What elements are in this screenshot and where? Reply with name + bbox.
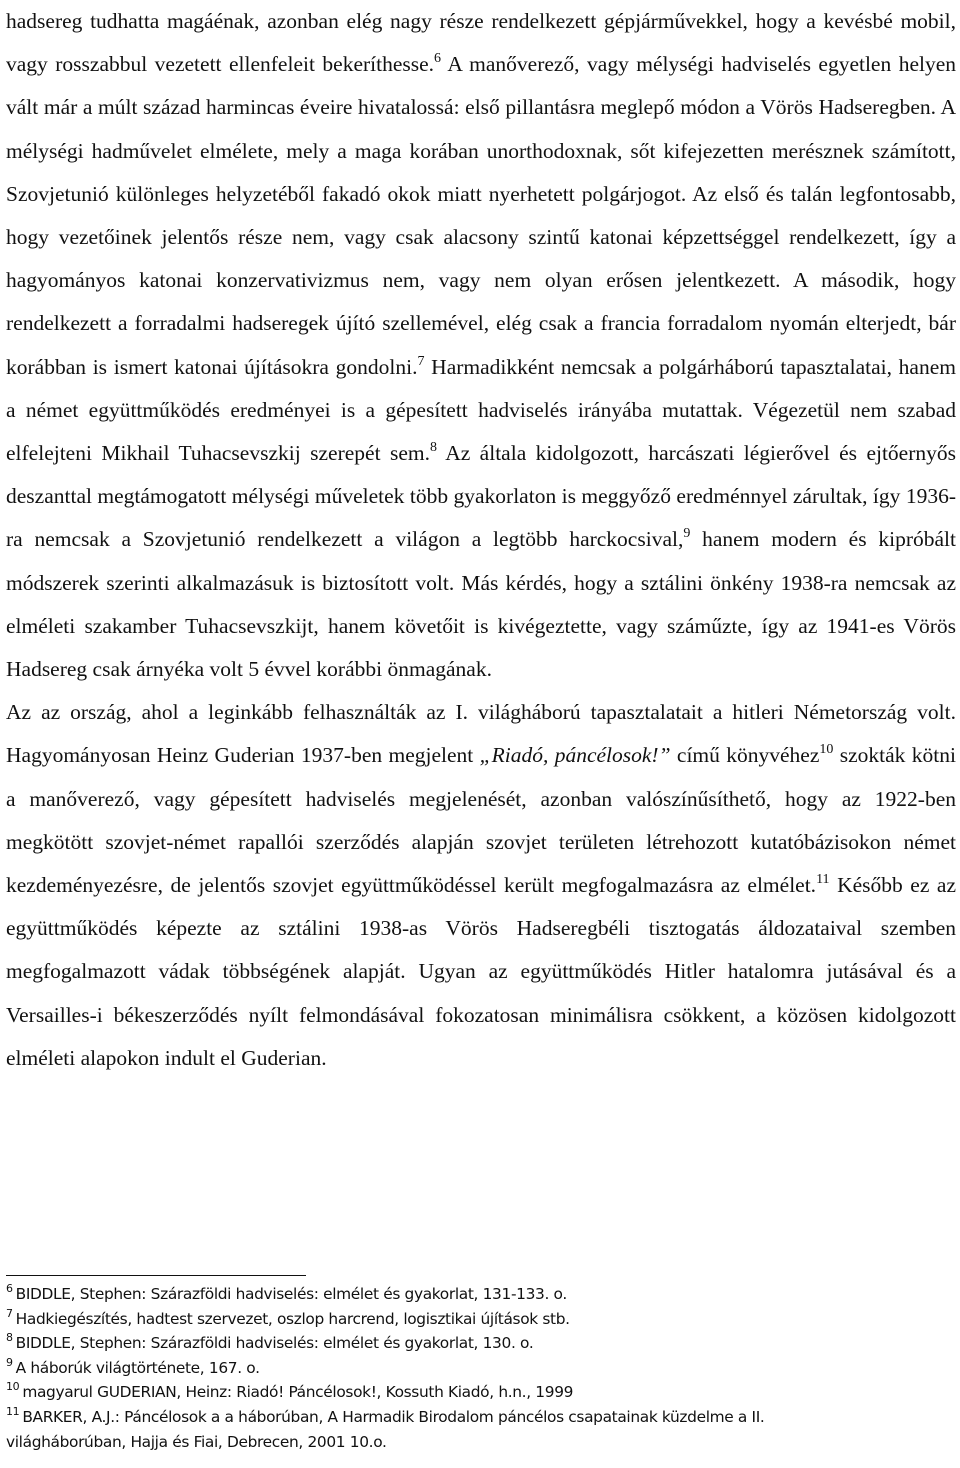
footnote-11: [6, 1406, 956, 1431]
footnote-ref-6[interactable]: 6: [434, 51, 442, 67]
footnote-text: BARKER, A.J.: Páncélosok a a háborúban, A Harmadik Birodalom páncélos csapatainak küzdelme a II.: [22, 1407, 765, 1426]
footnote-number: 8: [6, 1331, 13, 1345]
book-title: „Riadó, páncélosok!”: [479, 743, 671, 768]
paragraph-text: című könyvéhez: [670, 743, 820, 768]
paragraph-text: hanem modern és kipróbált módszerek szerinti alkalmazásuk is biztosított volt. Más kérdés, hogy a sztálini önkény 1938-ra nemcsak az elméleti szakamber Tuhacsevszkijt, hanem követőit is kivégeztette, vagy száműzte, így az 1941-es Vörös Hadsereg csak árnyéka volt 5 évvel korábbi önmagának.: [6, 527, 956, 682]
footnote-text: BIDDLE, Stephen: Szárazföldi hadviselés: elmélet és gyakorlat, 130. o.: [15, 1334, 534, 1353]
footnote-8: [6, 1332, 956, 1357]
footnote-number: 11: [6, 1404, 20, 1418]
footnote-ref-9[interactable]: 9: [683, 526, 691, 542]
footnote-7: [6, 1308, 956, 1333]
footnote-text: világháborúban, Hajja és Fiai, Debrecen, 2001 10.o.: [6, 1432, 387, 1451]
footnote-ref-10[interactable]: 10: [819, 742, 834, 758]
footnote-10: [6, 1381, 956, 1406]
paragraph-text: Az általa kidolgozott, harcászati légierővel és ejtőernyős deszanttal megtámogatott mélységi műveletek több gyakorlaton is meggyőző eredménnyel zárultak, így 1936-ra nemcsak a Szovjetunió rendelkezett a világon a legtöbb harckocsival,: [6, 441, 956, 552]
footnote-ref-7[interactable]: 7: [417, 353, 425, 369]
footnote-ref-8[interactable]: 8: [429, 440, 437, 456]
footnote-11-continued: [6, 1431, 956, 1454]
footnote-separator: [6, 1275, 306, 1276]
footnote-9: [6, 1357, 956, 1382]
footnote-text: BIDDLE, Stephen: Szárazföldi hadviselés: elmélet és gyakorlat, 131-133. o.: [15, 1285, 567, 1303]
paragraph-text: Harmadikként nemcsak a polgárháború tapasztalatai, hanem a német együttműködés eredményei is a gépesített hadviselés irányába mutattak. Végezetül nem szabad elfelejteni Mikhail Tuhacsevszkij szerepét sem.: [6, 354, 956, 466]
footnote-text: Hadkiegészítés, hadtest szervezet, oszlop harcrend, logisztikai újítások stb.: [15, 1309, 570, 1328]
footnote-text: A háborúk világtörténete, 167. o.: [15, 1358, 260, 1377]
footnote-ref-11[interactable]: 11: [816, 872, 830, 888]
paragraph-text: Később ez az együttműködés képezte az sztálini 1938-as Vörös Hadseregbéli tisztogatás áldozataival szemben megfogalmazott vádak többségének alapját. Ugyan az együttműködés Hitler hatalomra jutásával és a Versailles-i békeszerződés nyílt felmondásával fokozatosan minimálisra csökkent, a közösen kidolgozott elméleti alapokon indult el Guderian.: [6, 873, 957, 1070]
paragraph-text: A manőverező, vagy mélységi hadviselés egyetlen helyen vált már a múlt század harmincas éveire hivatalossá: első pillantásra meglepő módon a Vörös Hadseregben. A mélységi hadművelet elmélete, mely a maga korában unorthodoxnak, sőt kifejezetten merésznek számított, Szovjetunió különleges helyzetéből fakadó okok miatt nyerhetett polgárjogot. Az első és talán legfontosabb, hogy vezetőinek jelentős része nem, vagy csak alacsony szintű katonai képzettséggel rendelkezett, így a hagyományos katonai konzervativizmus nem, vagy nem olyan erősen jelentkezett. A második, hogy rendelkezett a forradalmi hadseregek újító szellemével, elég csak a francia forradalom nyomán elterjedt, bár korábban is ismert katonai újításokra gondolni.: [6, 52, 956, 379]
footnote-6: [6, 1283, 956, 1308]
paragraph-germany-guderian: [6, 691, 956, 1080]
paragraph-soviet-deep-operations: [6, 0, 956, 691]
footnote-number: 7: [6, 1306, 13, 1320]
paragraph-text: Az az ország, ahol a leginkább felhasználták az I. világháború tapasztalatait a hitleri Németország volt. Hagyományosan Heinz Guderian 1937-ben megjelent: [6, 700, 956, 768]
footnotes: [6, 1283, 956, 1453]
document-body: [6, 0, 956, 1080]
paragraph-text: hadsereg tudhatta magáénak, azonban elég nagy része rendelkezett gépjárművekkel, hogy a kevésbé mobil, vagy rosszabbul vezetett ellenfeleit bekeríthesse.: [6, 9, 956, 77]
footnote-number: 9: [6, 1355, 13, 1369]
footnote-number: 6: [6, 1282, 13, 1295]
footnote-text: magyarul GUDERIAN, Heinz: Riadó! Páncélosok!, Kossuth Kiadó, h.n., 1999: [22, 1383, 574, 1402]
footnote-number: 10: [6, 1380, 20, 1394]
paragraph-text: szokták kötni a manőverező, vagy gépesített hadviselés megjelenését, azonban valószínűsíthető, hogy az 1922-ben megkötött szovjet-német rapallói szerződés alapján szovjet területen létrehozott kutatóbázisokon német kezdeményezésre, de jelentős szovjet együttműködéssel került megfogalmazásra az elmélet.: [6, 743, 956, 898]
